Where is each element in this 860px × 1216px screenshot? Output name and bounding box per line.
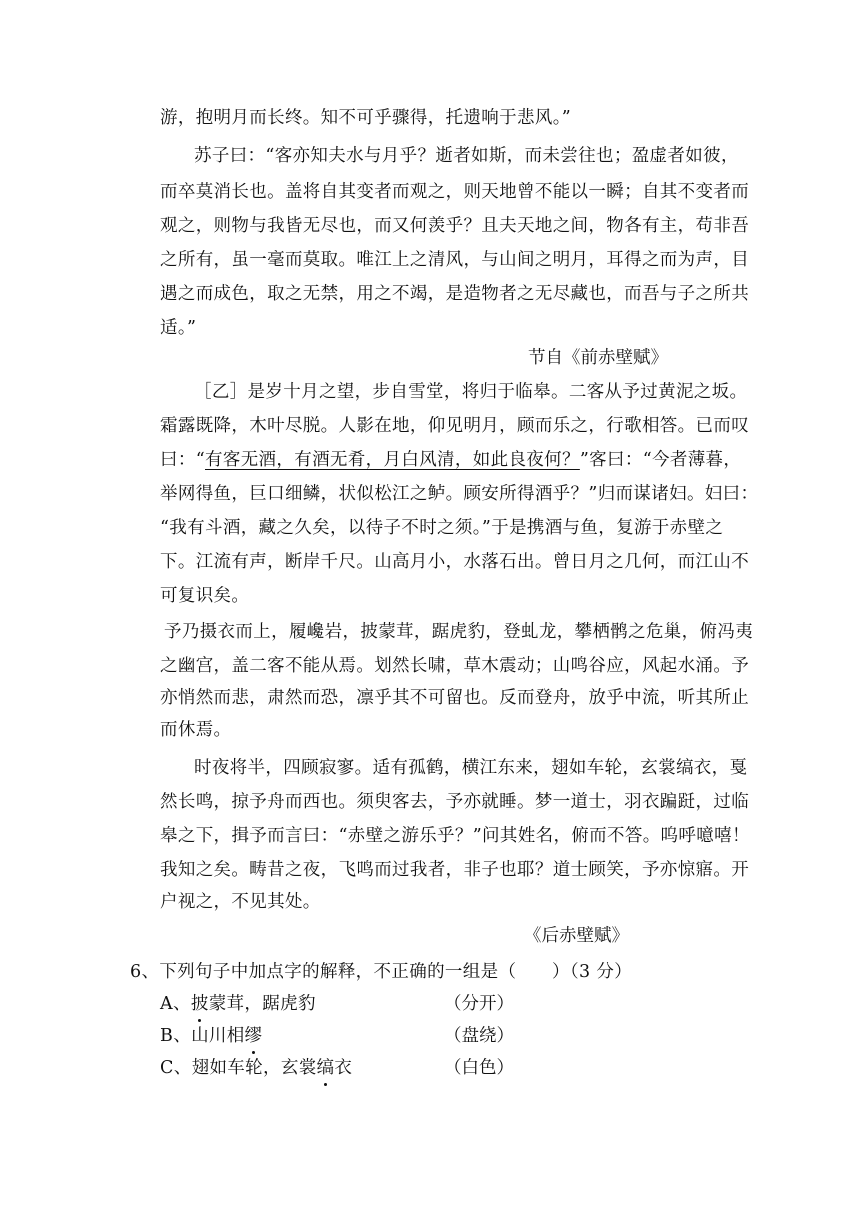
option-b-pre: 山川相 [191,1026,245,1046]
passage-b-line-3-pre: 曰：“ [160,450,205,470]
passage-a-line-4: 观之，则物与我皆无尽也，而又何羡乎？且夫天地之间，物各有主，苟非吾 [160,216,750,236]
passage-a-line-2: 苏子曰：“客亦知夫水与月乎？逝者如斯，而未尝往也；盈虚者如彼， [194,146,739,166]
passage-b-para3-line-4: 我知之矣。畴昔之夜，飞鸣而过我者，非子也耶？道士顾笑，予亦惊寤。开 [160,860,750,880]
passage-b-para2-line-2: 之幽宫，盖二客不能从焉。划然长啸，草木震动；山鸣谷应，风起水涌。予 [160,656,750,676]
option-c-dotted-char: 缟 [316,1058,335,1078]
option-a-post: 蒙茸，踞虎豹 [208,994,316,1014]
passage-b-line-7: 可复识矣。 [160,586,250,606]
passage-a-line-1: 游，抱明月而长终。知不可乎骤得，托遗响于悲风。” [160,108,572,128]
option-a-dotted-char: 披 [190,994,209,1014]
option-c-post: 衣 [334,1058,353,1078]
passage-b-line-1: ［乙］是岁十月之望，步自雪堂，将归于临皋。二客从予过黄泥之坂。 [194,382,748,402]
passage-b-line-3-post: ”客曰：“今者薄暮， [579,450,742,470]
option-b-letter: B、 [160,1026,192,1046]
passage-b-para3-line-1: 时夜将半，四顾寂寥。适有孤鹤，横江东来，翅如车轮，玄裳缟衣，戛 [194,758,748,778]
passage-b-line-2: 霜露既降，木叶尽脱。人影在地，仰见明月，顾而乐之，行歌相答。已而叹 [160,416,750,436]
passage-a-source: 节自《前赤壁赋》 [528,348,668,368]
option-c-gloss: （白色） [444,1058,514,1078]
passage-a-line-7: 适。” [160,318,197,338]
passage-b-para3-line-2: 然长鸣，掠予舟而西也。须臾客去，予亦就睡。梦一道士，羽衣蹁跹，过临 [160,792,750,812]
passage-b-source: 《后赤壁赋》 [524,926,629,946]
option-a-letter: A、 [160,994,191,1014]
passage-b-line-3 [160,448,741,472]
passage-b-line-4: 举网得鱼，巨口细鳞，状似松江之鲈。顾安所得酒乎？”归而谋诸妇。妇曰： [160,484,759,504]
passage-b-para2-line-1: 予乃摄衣而上，履巉岩，披蒙茸，踞虎豹，登虬龙，攀栖鹘之危巢，俯冯夷 [164,622,754,642]
question-6-stem: 6、下列句子中加点字的解释，不正确的一组是（ ）（3 分） [130,962,633,982]
passage-a-line-3: 而卒莫消长也。盖将自其变者而观之，则天地曾不能以一瞬；自其不变者而 [160,182,750,202]
option-b-dotted-char: 缪 [244,1026,263,1046]
option-a-gloss: （分开） [444,994,514,1014]
passage-b-para3-line-3: 皋之下，揖予而言曰：“赤壁之游乐乎？”问其姓名，俯而不答。呜呼噫嘻！ [160,826,750,846]
option-c-letter: C、 [160,1058,192,1078]
underlined-sentence: 有客无酒，有酒无肴，月白风清，如此良夜何？ [205,450,580,470]
option-b-gloss: （盘绕） [444,1026,514,1046]
option-c-pre: 翅如车轮，玄裳 [191,1058,317,1078]
passage-b-para2-line-4: 而休焉。 [160,720,232,740]
passage-b-line-6: 下。江流有声，断岸千尺。山高月小，水落石出。曾日月之几何，而江山不 [160,552,750,572]
option-c [160,1056,352,1080]
passage-a-line-6: 遇之而成色，取之无禁，用之不竭，是造物者之无尽藏也，而吾与子之所共 [160,284,750,304]
passage-b-line-5: “我有斗酒，藏之久矣，以待子不时之须。”于是携酒与鱼，复游于赤壁之 [160,518,724,538]
passage-a-line-5: 之所有，虽一毫而莫取。唯江上之清风，与山间之明月，耳得之而为声，目 [160,250,750,270]
passage-b-para2-line-3: 亦悄然而悲，肃然而恐，凛乎其不可留也。反而登舟，放乎中流，听其所止 [160,688,750,708]
option-b [160,1024,262,1048]
passage-b-para3-line-5: 户视之，不见其处。 [160,892,321,912]
option-a [160,992,316,1016]
